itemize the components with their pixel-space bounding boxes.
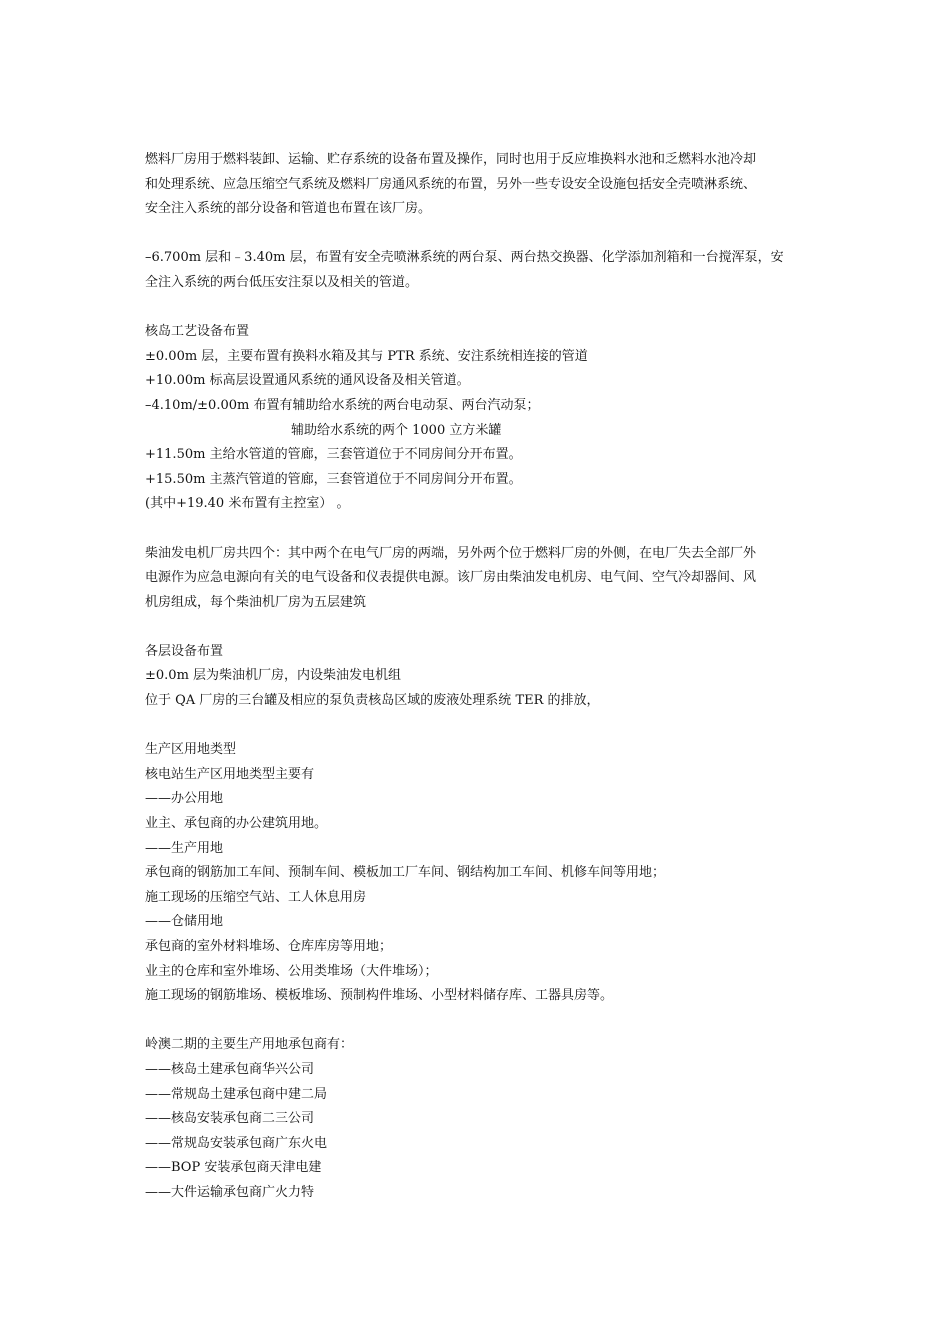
text-line: 核电站生产区用地类型主要有 [145, 766, 315, 782]
list-item: ——常规岛土建承包商中建二局 [145, 1086, 328, 1102]
section-land-use [145, 738, 810, 1009]
paragraph-fuel-building [145, 148, 810, 222]
text-line: –6.700m 层和﹣3.40m 层，布置有安全壳喷淋系统的两台泵、两台热交换器、化学添加剂箱和一台搅浑泵，安 [145, 250, 784, 266]
list-item: ——核岛土建承包商华兴公司 [145, 1061, 315, 1077]
section-floor-layout [145, 640, 810, 714]
section-heading: 岭澳二期的主要生产用地承包商有： [145, 1037, 354, 1053]
text-line: ±0.0m 层为柴油机厂房，内设柴油发电机组 [145, 668, 402, 684]
text-line: 机房组成，每个柴油机厂房为五层建筑 [145, 594, 367, 610]
text-line: 施工现场的压缩空气站、工人休息用房 [145, 889, 367, 905]
text-line: ±0.00m 层，主要布置有换料水箱及其与 PTR 系统、安注系统相连接的管道 [145, 348, 588, 364]
text-line: 和处理系统、应急压缩空气系统及燃料厂房通风系统的布置，另外一些专设安全设施包括安全壳喷淋系统、 [145, 176, 757, 192]
text-line-centered: 辅助给水系统的两个 1000 立方米罐 [291, 422, 502, 438]
text-line: 电源作为应急电源向有关的电气设备和仪表提供电源。该厂房由柴油发电机房、电气间、空气冷却器间、风 [145, 570, 757, 586]
section-heading: 核岛工艺设备布置 [145, 324, 250, 340]
list-item: ——仓储用地 [145, 914, 224, 930]
list-item: ——生产用地 [145, 840, 224, 856]
section-heading: 生产区用地类型 [145, 742, 237, 758]
list-item: ——大件运输承包商广火力特 [145, 1184, 315, 1200]
text-line: –4.10m/±0.00m 布置有辅助给水系统的两台电动泵、两台汽动泵； [145, 397, 540, 413]
text-line: +15.50m 主蒸汽管道的管廊，三套管道位于不同房间分开布置。 [145, 471, 522, 487]
paragraph-diesel [145, 542, 810, 616]
text-line: 承包商的钢筋加工车间、预制车间、模板加工厂车间、钢结构加工车间、机修车间等用地； [145, 865, 666, 881]
section-heading: 各层设备布置 [145, 643, 224, 659]
text-line: +10.00m 标高层设置通风系统的通风设备及相关管道。 [145, 373, 470, 389]
text-line: 燃料厂房用于燃料装卸、运输、贮存系统的设备布置及操作，同时也用于反应堆换料水池和乏燃料水池冷却 [145, 152, 757, 167]
text-line: 全注入系统的两台低压安注泵以及相关的管道。 [145, 274, 419, 290]
list-item: ——核岛安装承包商二三公司 [145, 1111, 315, 1127]
list-item: ——BOP 安装承包商天津电建 [145, 1160, 322, 1176]
text-line: 业主、承包商的办公建筑用地。 [145, 816, 328, 832]
section-contractors [145, 1033, 810, 1205]
text-line: (其中+19.40 米布置有主控室） 。 [145, 496, 350, 512]
text-line: 承包商的室外材料堆场、仓库库房等用地； [145, 939, 393, 954]
list-item: ——办公用地 [145, 791, 224, 807]
text-line: 业主的仓库和室外堆场、公用类堆场（大件堆场）； [145, 963, 438, 979]
text-line: 施工现场的钢筋堆场、模板堆场、预制构件堆场、小型材料储存库、工器具房等。 [145, 988, 614, 1004]
text-line: 安全注入系统的部分设备和管道也布置在该厂房。 [145, 201, 432, 217]
paragraph-levels [145, 246, 810, 295]
section-nuclear-island [145, 320, 810, 517]
text-line: 位于 QA 厂房的三台罐及相应的泵负责核岛区域的废液处理系统 TER 的排放， [145, 693, 600, 709]
text-line: 柴油发电机厂房共四个：其中两个在电气厂房的两端，另外两个位于燃料厂房的外侧，在电厂失去全部厂外 [145, 545, 757, 561]
list-item: ——常规岛安装承包商广东火电 [145, 1135, 328, 1151]
document-body [145, 148, 810, 1230]
text-line: +11.50m 主给水管道的管廊，三套管道位于不同房间分开布置。 [145, 447, 522, 463]
